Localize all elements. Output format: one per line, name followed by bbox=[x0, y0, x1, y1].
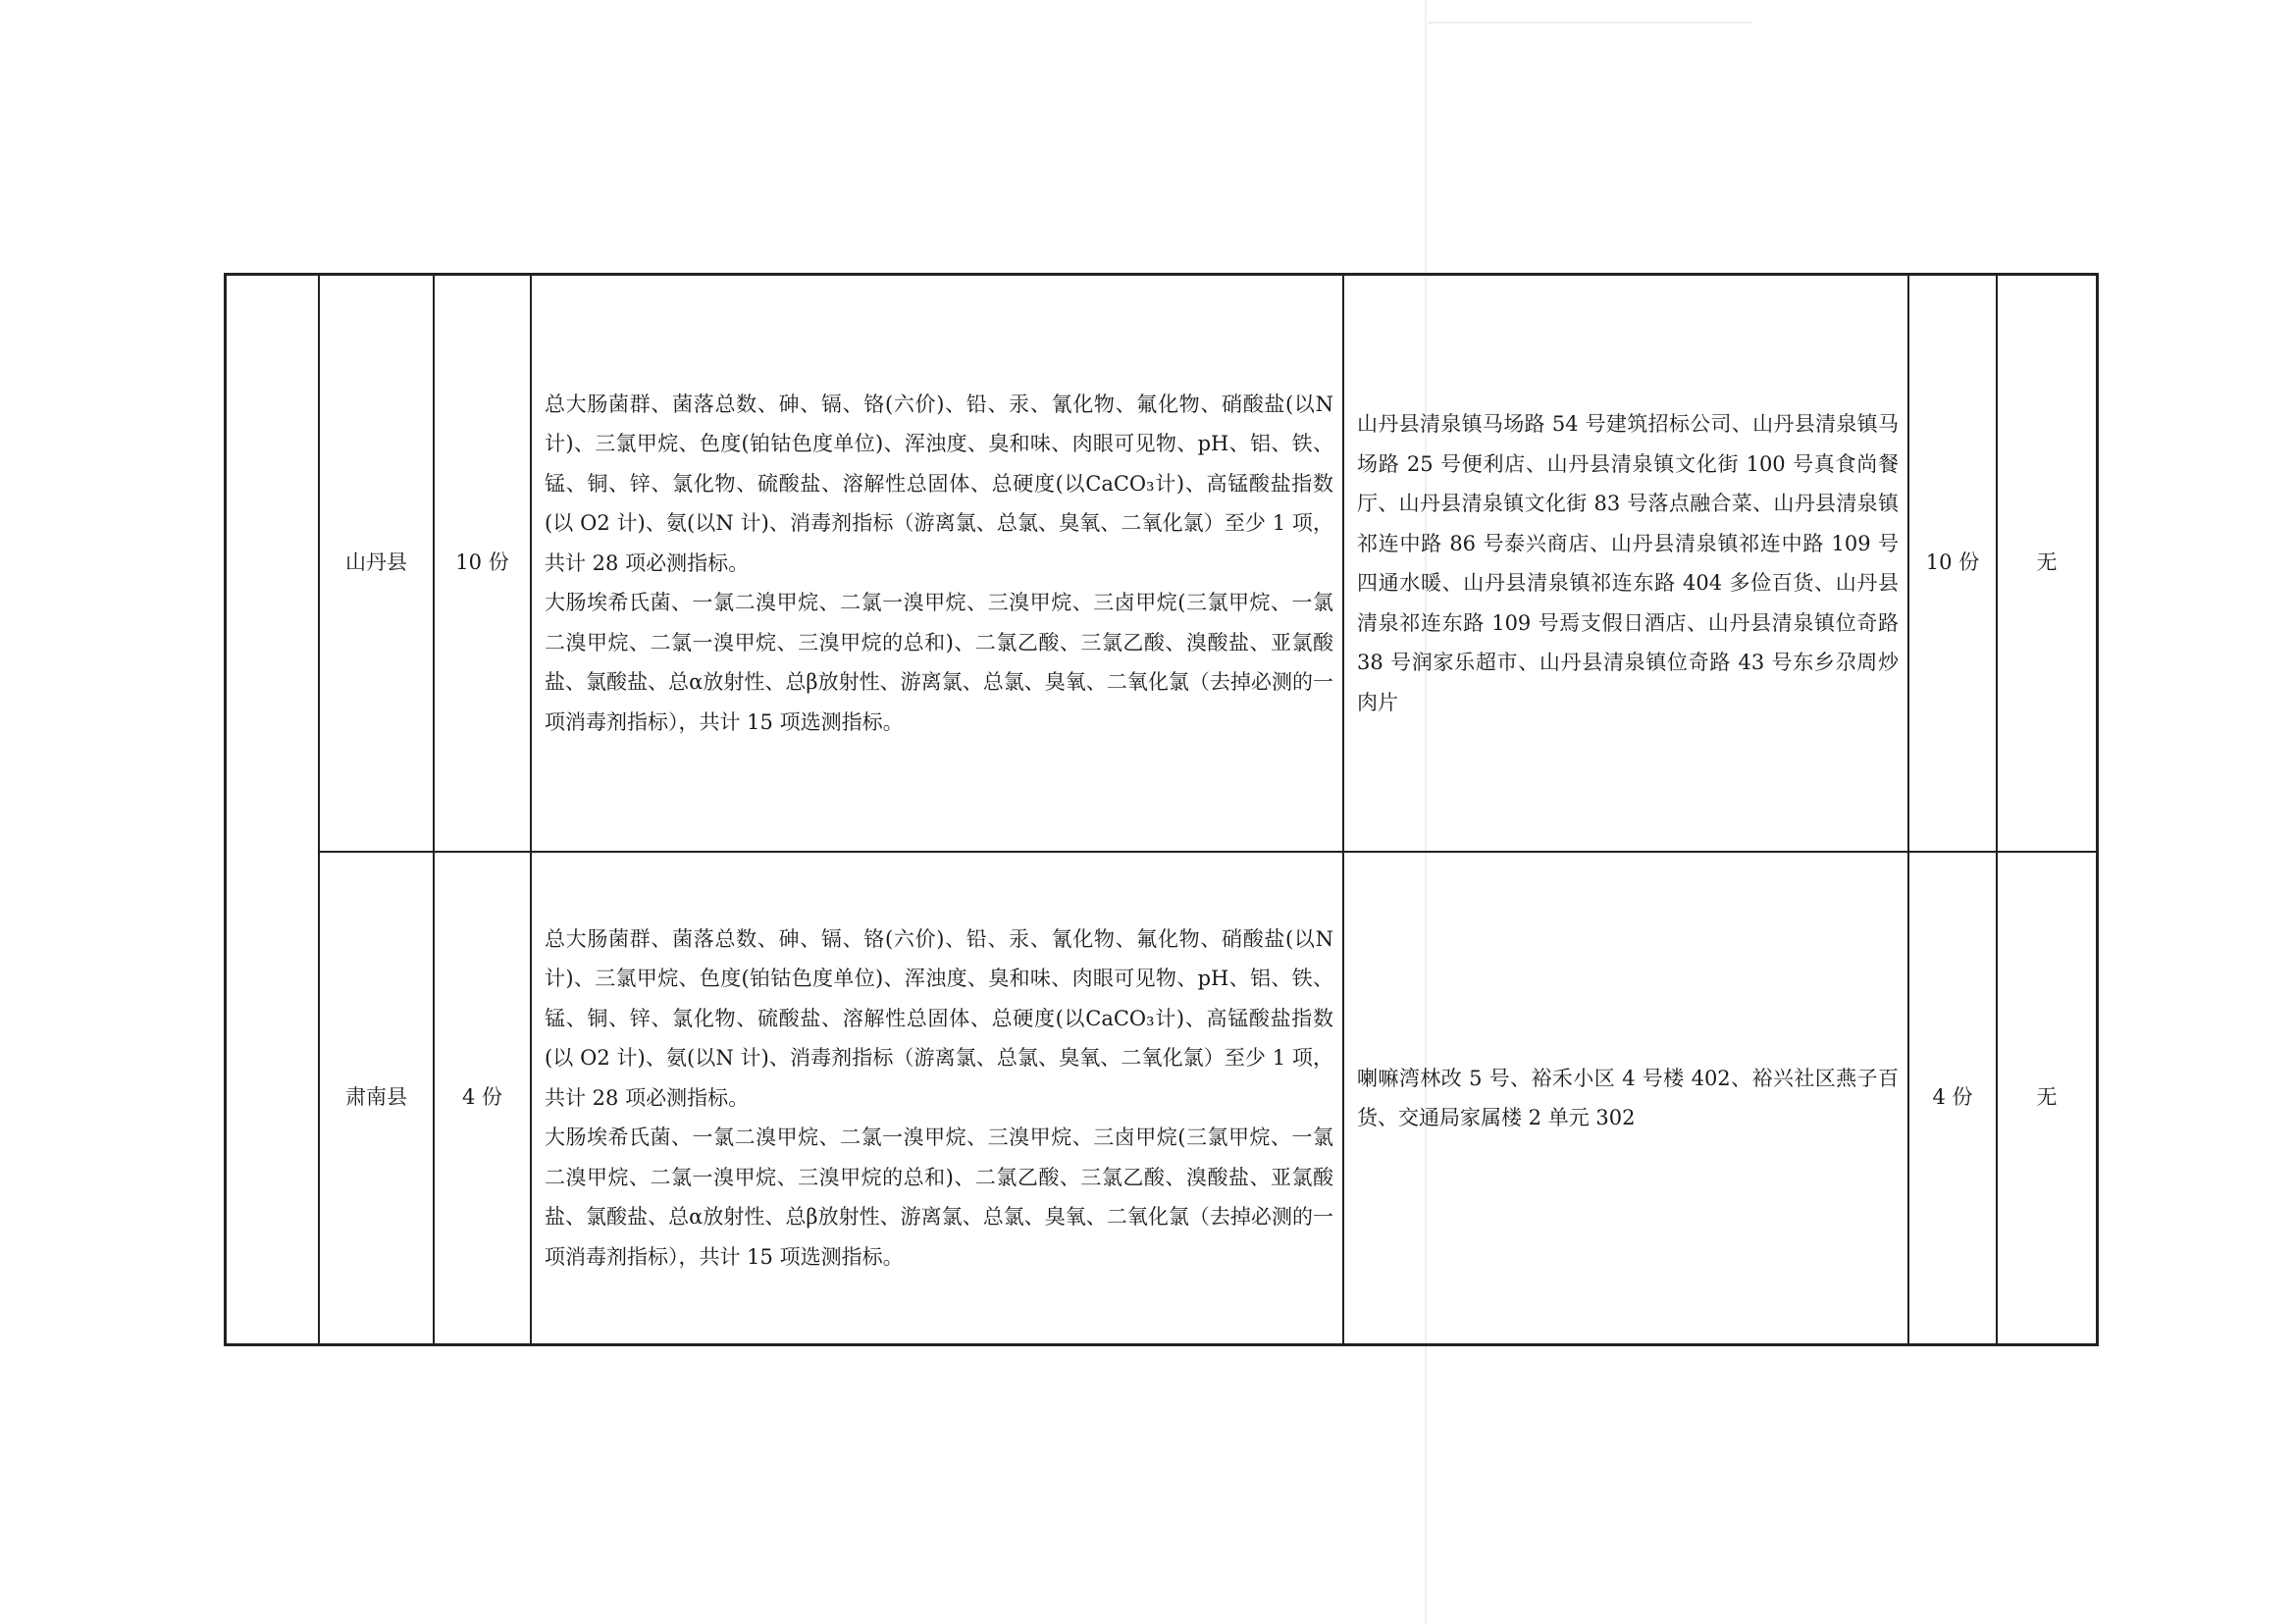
column-divider bbox=[1342, 276, 1344, 1343]
quantity-cell bbox=[435, 853, 530, 1343]
sampling-locations: 喇嘛湾林改 5 号、裕禾小区 4 号楼 402、裕兴社区燕子百货、交通局家属楼 2 单元 302 bbox=[1357, 1066, 1899, 1129]
scan-mark bbox=[1428, 22, 1751, 24]
required-indicators: 总大肠菌群、菌落总数、砷、镉、铬(六价)、铅、汞、氰化物、氟化物、硝酸盐(以N 计)、三氯甲烷、色度(铂钴色度单位)、浑浊度、臭和味、肉眼可见物、pH、铝、铁、锰、铜、锌、氯化物、硫酸盐、溶解性总固体、总硬度(以CaCO₃计)、高锰酸盐指数(以 O2 计)、氨(以N 计)、消毒剂指标（游离氯、总氯、臭氧、二氧化氯）至少 1 项，共计 28 项必测指标。 bbox=[545, 392, 1333, 575]
quantity-cell bbox=[435, 276, 530, 851]
remark-cell bbox=[1998, 853, 2096, 1343]
remark-cell bbox=[1998, 276, 2096, 851]
optional-indicators: 大肠埃希氏菌、一氯二溴甲烷、二氯一溴甲烷、三溴甲烷、三卤甲烷(三氯甲烷、一氯二溴甲烷、二氯一溴甲烷、三溴甲烷的总和)、二氯乙酸、三氯乙酸、溴酸盐、亚氯酸盐、氯酸盐、总α放射性、总β放射性、游离氯、总氯、臭氧、二氧化氯（去掉必测的一项消毒剂指标），共计 15 项选测指标。 bbox=[545, 1126, 1333, 1269]
remark: 无 bbox=[2036, 550, 2058, 575]
county-cell bbox=[320, 276, 433, 851]
sampling-locations: 山丹县清泉镇马场路 54 号建筑招标公司、山丹县清泉镇马场路 25 号便利店、山丹县清泉镇文化街 100 号真食尚餐厅、山丹县清泉镇文化街 83 号落点融合菜、山丹县清泉镇祁连中路 86 号泰兴商店、山丹县清泉镇祁连中路 109 号四通水暖、山丹县清泉镇祁连东路 404 多俭百货、山丹县清泉祁连东路 109 号焉支假日酒店、山丹县清泉镇位奇路 38 号润家乐超市、山丹县清泉镇位奇路 43 号东乡尕周炒肉片 bbox=[1357, 412, 1899, 714]
sample-count: 4 份 bbox=[1932, 1085, 1973, 1110]
sample-quantity: 10 份 bbox=[455, 550, 509, 575]
sampling-table bbox=[224, 273, 2099, 1346]
indicators-cell bbox=[545, 853, 1333, 1343]
count-cell bbox=[1909, 853, 1996, 1343]
sample-count: 10 份 bbox=[1925, 550, 1980, 575]
indicators-cell bbox=[545, 276, 1333, 851]
locations-cell bbox=[1357, 853, 1899, 1343]
sample-quantity: 4 份 bbox=[461, 1085, 503, 1110]
county-name: 山丹县 bbox=[345, 550, 407, 575]
column-divider bbox=[530, 276, 532, 1343]
county-cell bbox=[320, 853, 433, 1343]
locations-cell bbox=[1357, 276, 1899, 851]
county-name: 肃南县 bbox=[345, 1085, 407, 1110]
remark: 无 bbox=[2036, 1085, 2058, 1110]
required-indicators: 总大肠菌群、菌落总数、砷、镉、铬(六价)、铅、汞、氰化物、氟化物、硝酸盐(以N 计)、三氯甲烷、色度(铂钴色度单位)、浑浊度、臭和味、肉眼可见物、pH、铝、铁、锰、铜、锌、氯化物、硫酸盐、溶解性总固体、总硬度(以CaCO₃计)、高锰酸盐指数(以 O2 计)、氨(以N 计)、消毒剂指标（游离氯、总氯、臭氧、二氧化氯）至少 1 项，共计 28 项必测指标。 bbox=[545, 926, 1333, 1110]
optional-indicators: 大肠埃希氏菌、一氯二溴甲烷、二氯一溴甲烷、三溴甲烷、三卤甲烷(三氯甲烷、一氯二溴甲烷、二氯一溴甲烷、三溴甲烷的总和)、二氯乙酸、三氯乙酸、溴酸盐、亚氯酸盐、氯酸盐、总α放射性、总β放射性、游离氯、总氯、臭氧、二氧化氯（去掉必测的一项消毒剂指标），共计 15 项选测指标。 bbox=[545, 591, 1333, 734]
count-cell bbox=[1909, 276, 1996, 851]
